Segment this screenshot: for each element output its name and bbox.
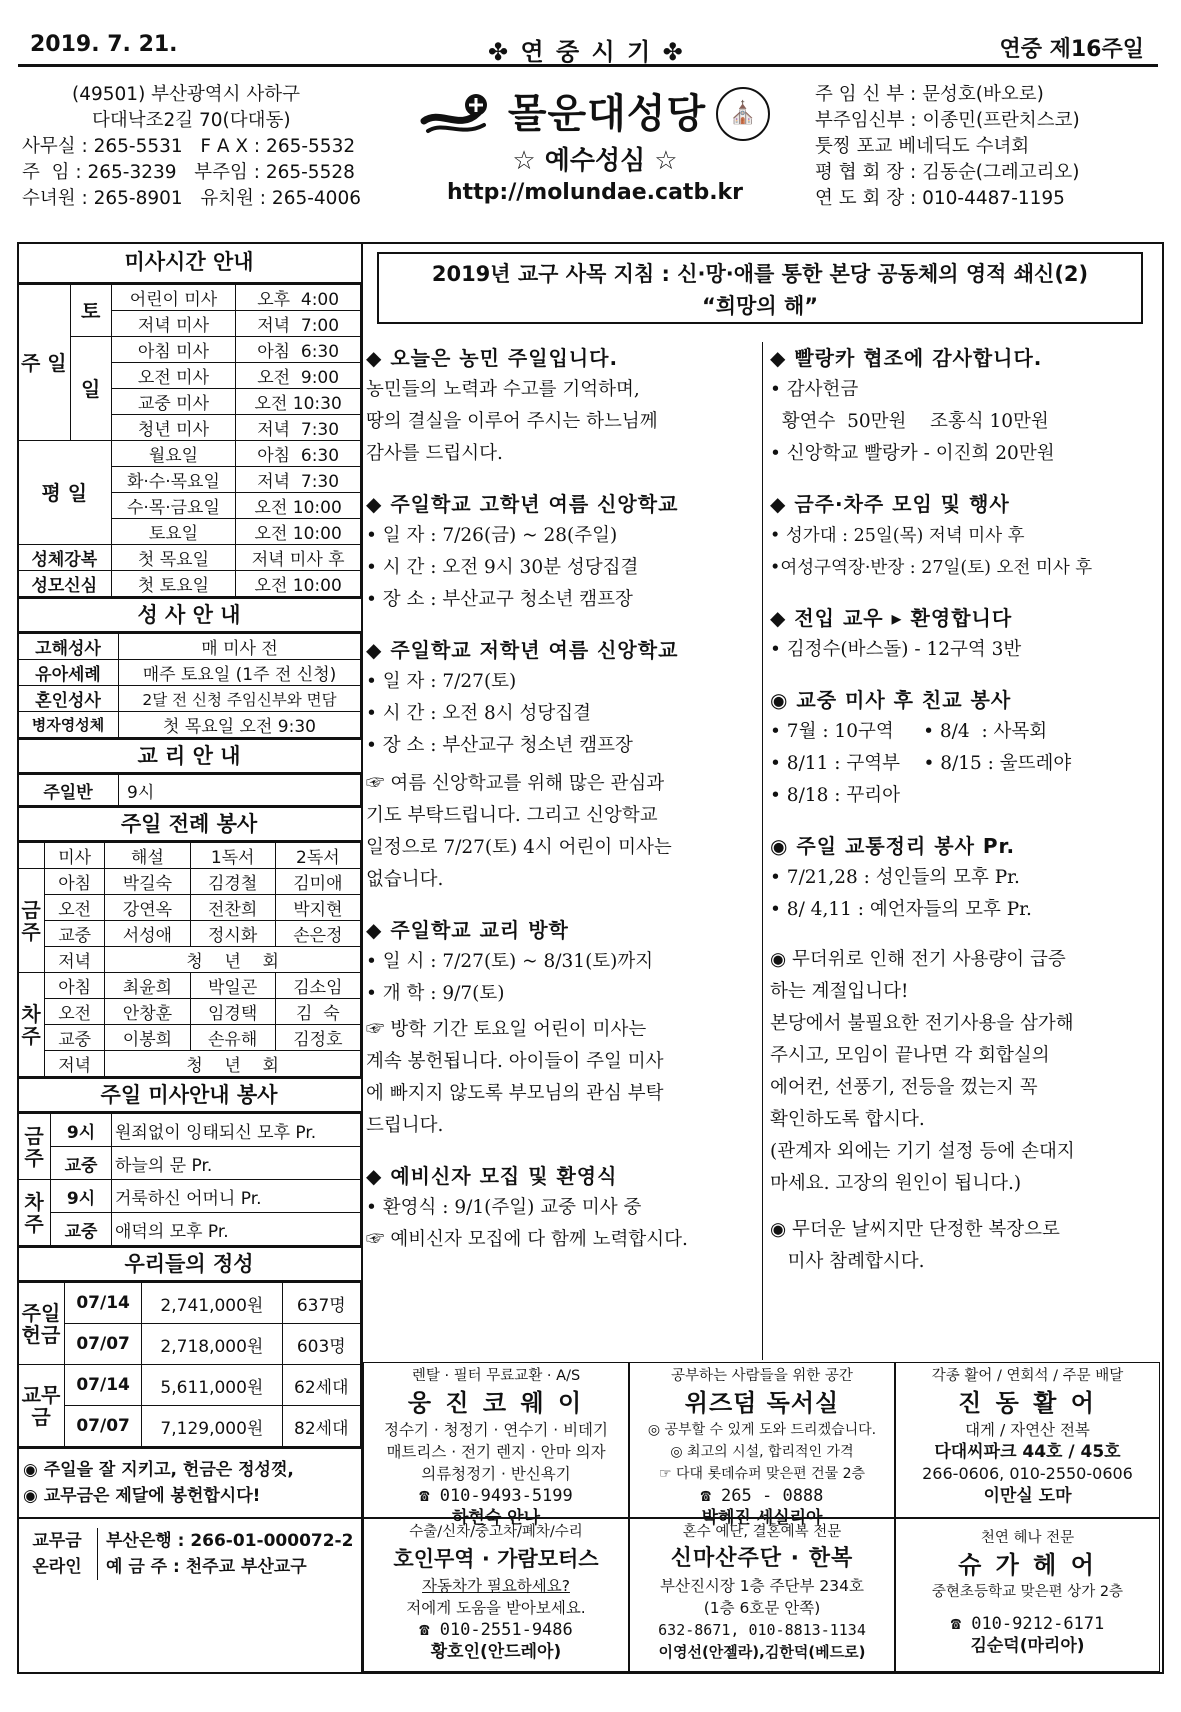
notice-body: • 7/21,28 : 성인들의 모후 Pr. • 8/ 4,11 : 예언자들의 모후 Pr. bbox=[770, 867, 1032, 920]
ad-sinmasan bbox=[629, 1518, 895, 1672]
offering-count: 637명 bbox=[282, 1283, 360, 1324]
devotion-time: 저녁 미사 후 bbox=[236, 545, 361, 571]
reader-2: 김정호 bbox=[275, 1025, 360, 1051]
church-seal-icon: ⛪ bbox=[716, 87, 770, 141]
ad-line: ◎ 공부할 수 있게 도와 드리겠습니다. bbox=[647, 1422, 877, 1438]
commentator: 이봉희 bbox=[105, 1025, 190, 1051]
reader-1: 임경택 bbox=[190, 999, 275, 1025]
ad-jindong bbox=[895, 1362, 1160, 1518]
weekday-name: 수·목·금요일 bbox=[111, 493, 236, 519]
notice-body: • 환영식 : 9/1(주일) 교중 미사 중 ☞ 예비신자 모집에 다 함께 노력합시다. bbox=[366, 1197, 688, 1250]
offering-amount: 2,718,000원 bbox=[142, 1324, 282, 1365]
notice-body: ☞ 방학 기간 토요일 어린이 미사는 계속 봉헌됩니다. 아이들이 주일 미사 에 빠지지 않도록 부모님의 관심 부탁 드립니다. bbox=[366, 1019, 664, 1136]
tithe-label: 교무금 bbox=[18, 1365, 65, 1447]
commentator: 강연옥 bbox=[105, 895, 190, 921]
sacrament-info: 첫 목요일 오전 9:30 bbox=[119, 712, 361, 738]
offering-date: 07/07 bbox=[65, 1324, 142, 1365]
notice-body: ◉ 무더위로 인해 전기 사용량이 급증 하는 계절입니다! 본당에서 불필요한 전기사용을 삼가해 주시고, 모임이 끝나면 각 회합실의 에어컨, 선풍기, 전등을 껐는지 꼭 확인하도록 합시다. (관계자 외에는 기기 설정 등에 손대지 마세요. 고장의 원인이 됩니다.) bbox=[770, 949, 1075, 1194]
website-link[interactable]: http://molundae.catb.kr bbox=[446, 180, 744, 205]
notice-heading: ◆ 빨랑카 협조에 감사합니다. bbox=[770, 346, 1043, 370]
guide-slot: 9시 bbox=[51, 1114, 112, 1147]
weekday-name: 토요일 bbox=[111, 519, 236, 545]
this-week-label: 금주 bbox=[18, 869, 45, 973]
devotion-day: 첫 목요일 bbox=[111, 545, 236, 571]
sacrament-name: 고해성사 bbox=[18, 634, 119, 660]
guide-title: 주일 미사안내 봉사 bbox=[17, 1077, 361, 1113]
mass-time: 오전 10:00 bbox=[236, 493, 361, 519]
reader-1: 박일곤 bbox=[190, 973, 275, 999]
offering-count: 82세대 bbox=[282, 1406, 360, 1447]
reader-1: 손유해 bbox=[190, 1025, 275, 1051]
ad-contact: 하현숙 안나 bbox=[451, 1508, 541, 1528]
commentator: 서성애 bbox=[105, 921, 190, 947]
ad-tagline: 각종 활어 / 연회석 / 주문 배달 bbox=[931, 1368, 1124, 1384]
evening-group: 청 년 회 bbox=[105, 947, 361, 973]
ad-hoin bbox=[363, 1518, 629, 1672]
mass-time: 저녁 7:00 bbox=[236, 311, 361, 337]
ad-contact: 이만실 도마 bbox=[983, 1486, 1072, 1506]
ad-line: ◎ 최고의 시설, 합리적인 가격 bbox=[670, 1444, 854, 1460]
devotion-day: 첫 토요일 bbox=[111, 571, 236, 597]
commentator: 안창훈 bbox=[105, 999, 190, 1025]
notice-heading: ◆ 주일학교 저학년 여름 신앙학교 bbox=[366, 638, 679, 662]
notice-heading: ◉ 주일 교통정리 봉사 Pr. bbox=[770, 834, 1016, 858]
mass-name: 청년 미사 bbox=[111, 415, 236, 441]
phone-line: 수녀원 : 265-8901 유치원 : 265-4006 bbox=[22, 188, 361, 209]
offering-date: 07/14 bbox=[65, 1283, 142, 1324]
sacrament-info: 2달 전 신청 주임신부와 면담 bbox=[119, 686, 361, 712]
ad-line: 의류청정기 · 반신욕기 bbox=[421, 1465, 571, 1483]
ad-business-name: 호인무역 · 가람모터스 bbox=[393, 1547, 599, 1571]
offering-date: 07/07 bbox=[65, 1406, 142, 1447]
ad-line: 다대씨파크 44호 / 45호 bbox=[934, 1442, 1121, 1462]
reader-2: 김 숙 bbox=[275, 999, 360, 1025]
ad-tagline: 렌탈 · 필터 무료교환 · A/S bbox=[411, 1368, 581, 1384]
weekday-label: 평 일 bbox=[18, 441, 112, 545]
offering-title: 우리들의 정성 bbox=[17, 1246, 361, 1282]
patron-motto: ☆ 예수성심 ☆ bbox=[512, 146, 678, 176]
contact-block bbox=[22, 82, 382, 232]
ad-wisdom bbox=[629, 1362, 895, 1528]
ad-business-name: 진 동 활 어 bbox=[958, 1389, 1097, 1417]
sacrament-info: 매 미사 전 bbox=[119, 634, 361, 660]
offering-amount: 5,611,000원 bbox=[142, 1365, 282, 1406]
theme-subtitle: “희망의 해” bbox=[701, 294, 819, 318]
notice-body: 농민들의 노력과 수고를 기억하며, 땅의 결실을 이루어 주시는 하느님께 감사를 드립시다. bbox=[366, 379, 658, 464]
offering-date: 07/14 bbox=[65, 1365, 142, 1406]
online-label: 온라인 bbox=[32, 1557, 82, 1577]
church-logo-icon bbox=[420, 91, 498, 137]
ad-business-name: 웅 진 코 웨 이 bbox=[407, 1389, 585, 1417]
ad-line: 자동차가 필요하세요? bbox=[422, 1577, 570, 1595]
liturgy-title: 주일 전례 봉사 bbox=[17, 806, 361, 842]
mass-time: 오전 10:00 bbox=[236, 519, 361, 545]
ad-contact: 황호인(안드레아) bbox=[430, 1642, 562, 1662]
issue-date: 2019. 7. 21. bbox=[30, 32, 178, 57]
ad-sugar-hair bbox=[895, 1518, 1160, 1672]
online-label: 교무금 bbox=[32, 1531, 82, 1551]
saturday-label: 토 bbox=[70, 285, 111, 337]
reader-2: 김미애 bbox=[275, 869, 360, 895]
notices-column-a bbox=[366, 342, 766, 1256]
sunday-collection-label: 주일헌금 bbox=[18, 1283, 65, 1365]
ad-line: 정수기 · 청정기 · 연수기 · 비데기 bbox=[383, 1421, 609, 1439]
ad-tagline: 천연 헤나 전문 bbox=[980, 1530, 1075, 1546]
ad-line: ☞ 다대 롯데슈퍼 맞은편 건물 2층 bbox=[659, 1466, 865, 1482]
guide-group: 거룩하신 어머니 Pr. bbox=[112, 1180, 361, 1213]
ad-contact: 박혜진 세실리아 bbox=[701, 1508, 823, 1528]
guide-slot: 9시 bbox=[51, 1180, 112, 1213]
phone-line: 사무실 : 265-5531 F A X : 265-5532 bbox=[22, 136, 356, 157]
mass-slot: 교중 bbox=[45, 921, 105, 947]
offering-count: 62세대 bbox=[282, 1365, 360, 1406]
sponsor-ads bbox=[363, 1362, 1160, 1672]
doctrine-time: 9시 bbox=[119, 775, 361, 806]
mass-slot: 아침 bbox=[45, 973, 105, 999]
notice-line: ◉ 교무금은 제달에 봉헌합시다! bbox=[23, 1486, 261, 1506]
mass-time: 오전 10:30 bbox=[236, 389, 361, 415]
liturgical-season: ✤ 연 중 시 기 ✤ bbox=[488, 38, 685, 66]
liturgy-head: 2독서 bbox=[275, 843, 360, 869]
devotion-time: 오전 10:00 bbox=[236, 571, 361, 597]
staff-line: 부주임신부 : 이종민(프란치스코) bbox=[815, 110, 1080, 131]
mass-times-table bbox=[17, 284, 361, 597]
commentator: 최윤희 bbox=[105, 973, 190, 999]
sacrament-name: 병자영성체 bbox=[18, 712, 119, 738]
weekday-name: 월요일 bbox=[111, 441, 236, 467]
notice-heading: ◉ 교중 미사 후 친교 봉사 bbox=[770, 688, 1012, 712]
commentator: 박길숙 bbox=[105, 869, 190, 895]
online-tithe bbox=[17, 1517, 361, 1589]
address-line-2: 다대낙조2길 70(다대동) bbox=[92, 110, 291, 131]
liturgy-head: 1독서 bbox=[190, 843, 275, 869]
liturgy-head: 미사 bbox=[45, 843, 105, 869]
mass-time: 아침 6:30 bbox=[236, 441, 361, 467]
reader-2: 손은정 bbox=[275, 921, 360, 947]
ad-contact: 김순덕(마리아) bbox=[970, 1636, 1085, 1656]
offering-amount: 7,129,000원 bbox=[142, 1406, 282, 1447]
sunday-day-label: 일 bbox=[70, 337, 111, 441]
notice-body: • 성가대 : 25일(목) 저녁 미사 후 •여성구역장·반장 : 27일(토) 오전 미사 후 bbox=[770, 526, 1093, 578]
ad-tagline: 공부하는 사람들을 위한 공간 bbox=[671, 1368, 853, 1384]
notice-heading: ◆ 주일학교 고학년 여름 신앙학교 bbox=[366, 492, 679, 516]
staff-line: 주 임 신 부 : 문성호(바오로) bbox=[815, 84, 1044, 105]
doctrine-table bbox=[17, 774, 361, 806]
notice-body: • 일 자 : 7/27(토) • 시 간 : 오전 8시 성당집결 • 장 소 : 부산교구 청소년 캠프장 bbox=[366, 671, 633, 756]
mass-slot: 아침 bbox=[45, 869, 105, 895]
mass-slot: 오전 bbox=[45, 895, 105, 921]
ad-business-name: 신마산주단 · 한복 bbox=[670, 1546, 854, 1571]
mass-slot: 저녁 bbox=[45, 1051, 105, 1077]
notice-heading: ◆ 주일학교 교리 방학 bbox=[366, 918, 569, 942]
sacraments-title: 성 사 안 내 bbox=[17, 597, 361, 633]
doctrine-class: 주일반 bbox=[18, 775, 119, 806]
staff-line: 평 협 회 장 : 김동순(그레고리오) bbox=[815, 162, 1080, 183]
mass-time: 오후 4:00 bbox=[236, 285, 361, 311]
reader-2: 박지현 bbox=[275, 895, 360, 921]
devotion-name: 성모신심 bbox=[18, 571, 112, 597]
ad-coway bbox=[363, 1362, 629, 1528]
ad-business-name: 위즈덤 독서실 bbox=[684, 1389, 840, 1417]
ad-phone: ☎ 010-9212-6171 bbox=[950, 1614, 1105, 1634]
sacrament-name: 혼인성사 bbox=[18, 686, 119, 712]
bank-account: 부산은행 : 266-01-000072-2 bbox=[106, 1531, 354, 1551]
next-week-label: 차주 bbox=[18, 1180, 51, 1246]
evening-group: 청 년 회 bbox=[105, 1051, 361, 1077]
notice-body: • 김정수(바스돌) - 12구역 3반 bbox=[770, 639, 1022, 660]
notice-body: • 일 시 : 7/27(토) ~ 8/31(토)까지 • 개 학 : 9/7(토) bbox=[366, 951, 654, 1004]
mass-name: 교중 미사 bbox=[111, 389, 236, 415]
next-week-label: 차주 bbox=[18, 973, 45, 1077]
offering-table bbox=[17, 1282, 361, 1447]
ad-line: 대게 / 자연산 전복 bbox=[965, 1421, 1090, 1439]
mass-slot: 오전 bbox=[45, 999, 105, 1025]
sacrament-info: 매주 토요일 (1주 전 신청) bbox=[119, 660, 361, 686]
ad-tagline: 혼수 예단, 결혼예복 전문 bbox=[682, 1524, 842, 1540]
notice-body: • 7월 : 10구역 • 8/4 : 사목회 • 8/11 : 구역부 • 8/15 : 울뜨레야 • 8/18 : 꾸리아 bbox=[770, 721, 1072, 806]
notices-column-b bbox=[770, 342, 1155, 1278]
weekday-name: 화·수·목요일 bbox=[111, 467, 236, 493]
notice-body: ◉ 무더운 날씨지만 단정한 복장으로 미사 참례합시다. bbox=[770, 1219, 1060, 1272]
notice-line: ◉ 주일을 잘 지키고, 헌금은 정성껏, bbox=[23, 1460, 294, 1480]
sunday-label: 주 일 bbox=[18, 285, 71, 441]
ad-phone: ☎ 010-2551-9486 bbox=[419, 1620, 573, 1640]
pastoral-theme-box bbox=[377, 252, 1143, 324]
reader-1: 전찬희 bbox=[190, 895, 275, 921]
notice-heading: ◆ 오늘은 농민 주일입니다. bbox=[366, 346, 619, 370]
offering-notice bbox=[17, 1447, 361, 1517]
mass-time: 저녁 7:30 bbox=[236, 467, 361, 493]
staff-line: 툿찡 포교 베네딕도 수녀회 bbox=[815, 136, 1030, 157]
notice-heading: ◆ 전입 교우 ▸ 환영합니다 bbox=[770, 606, 1013, 630]
this-week-label: 금주 bbox=[18, 1114, 51, 1180]
mass-name: 오전 미사 bbox=[111, 363, 236, 389]
mass-name: 아침 미사 bbox=[111, 337, 236, 363]
ad-line: 중현초등학교 맞은편 상가 2층 bbox=[931, 1584, 1124, 1600]
ad-tagline: 수출/신차/중고차/폐차/수리 bbox=[409, 1524, 583, 1540]
church-name: 몰운대성당 bbox=[507, 90, 707, 137]
ad-phone: 632-8671, 010-8813-1134 bbox=[658, 1621, 866, 1639]
ad-line: 266-0606, 010-2550-0606 bbox=[922, 1464, 1133, 1483]
guide-group: 애덕의 모후 Pr. bbox=[112, 1213, 361, 1246]
mass-slot: 교중 bbox=[45, 1025, 105, 1051]
address-line-1: (49501) 부산광역시 사하구 bbox=[72, 84, 301, 105]
ad-line: (1층 6호문 안쪽) bbox=[703, 1599, 821, 1617]
ad-line: 저에게 도움을 받아보세요. bbox=[406, 1599, 586, 1617]
reader-1: 김경철 bbox=[190, 869, 275, 895]
church-brand bbox=[405, 82, 785, 232]
guide-slot: 교중 bbox=[51, 1147, 112, 1180]
liturgical-week: 연중 제16주일 bbox=[999, 37, 1144, 62]
notice-body: ☞ 여름 신앙학교를 위해 많은 관심과 기도 부탁드립니다. 그리고 신앙학교 일정으로 7/27(토) 4시 어린이 미사는 없습니다. bbox=[366, 773, 672, 890]
mass-times-title: 미사시간 안내 bbox=[17, 242, 361, 284]
guide-group: 원죄없이 잉태되신 모후 Pr. bbox=[112, 1114, 361, 1147]
sacrament-name: 유아세례 bbox=[18, 660, 119, 686]
reader-2: 김소임 bbox=[275, 973, 360, 999]
offering-amount: 2,741,000원 bbox=[142, 1283, 282, 1324]
notice-body: • 감사헌금 황연수 50만원 조홍식 10만원 • 신앙학교 빨랑카 - 이진희 20만원 bbox=[770, 379, 1055, 464]
guide-slot: 교중 bbox=[51, 1213, 112, 1246]
liturgy-head: 해설 bbox=[105, 843, 190, 869]
theme-line: 2019년 교구 사목 지침 : 신·망·애를 통한 본당 공동체의 영적 쇄신(2) bbox=[431, 262, 1089, 286]
ad-phone: ☎ 010-9493-5199 bbox=[419, 1486, 573, 1506]
ad-line: 부산진시장 1층 주단부 234호 bbox=[660, 1577, 864, 1595]
doctrine-title: 교 리 안 내 bbox=[17, 738, 361, 774]
mass-name: 어린이 미사 bbox=[111, 285, 236, 311]
ad-line: 매트리스 · 전기 렌지 · 안마 의자 bbox=[386, 1443, 606, 1461]
account-holder: 예 금 주 : 천주교 부산교구 bbox=[106, 1557, 307, 1577]
mass-name: 저녁 미사 bbox=[111, 311, 236, 337]
notice-heading: ◆ 금주·차주 모임 및 행사 bbox=[770, 492, 1010, 516]
ad-business-name: 슈 가 헤 어 bbox=[958, 1551, 1097, 1579]
staff-line: 연 도 회 장 : 010-4487-1195 bbox=[815, 188, 1065, 209]
offering-count: 603명 bbox=[282, 1324, 360, 1365]
top-bar bbox=[18, 28, 1158, 67]
mass-slot: 저녁 bbox=[45, 947, 105, 973]
mass-time: 아침 6:30 bbox=[236, 337, 361, 363]
ad-phone: ☎ 265 - 0888 bbox=[700, 1486, 824, 1506]
notice-heading: ◆ 예비신자 모집 및 환영식 bbox=[366, 1164, 618, 1188]
devotion-name: 성체강복 bbox=[18, 545, 112, 571]
reader-1: 정시화 bbox=[190, 921, 275, 947]
liturgy-table bbox=[17, 842, 361, 1077]
sacraments-table bbox=[17, 633, 361, 738]
phone-line: 주 임 : 265-3239 부주임 : 265-5528 bbox=[22, 162, 355, 183]
mass-time: 저녁 7:30 bbox=[236, 415, 361, 441]
guide-group: 하늘의 문 Pr. bbox=[112, 1147, 361, 1180]
notice-body: • 일 자 : 7/26(금) ~ 28(주일) • 시 간 : 오전 9시 30분 성당집결 • 장 소 : 부산교구 청소년 캠프장 bbox=[366, 525, 639, 610]
mass-time: 오전 9:00 bbox=[236, 363, 361, 389]
ad-contact: 이영선(안젤라),김한덕(베드로) bbox=[658, 1643, 866, 1661]
left-column bbox=[17, 242, 363, 1672]
guide-table bbox=[17, 1113, 361, 1246]
staff-block bbox=[815, 82, 1160, 232]
